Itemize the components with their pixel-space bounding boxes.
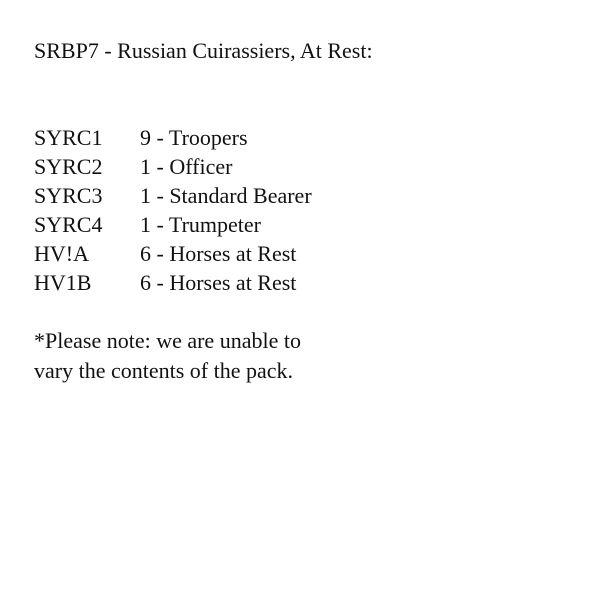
item-description: 1 - Trumpeter — [140, 212, 261, 237]
list-item — [34, 181, 454, 210]
list-item — [34, 268, 454, 297]
item-code: SYRC3 — [34, 183, 103, 208]
list-item — [34, 239, 454, 268]
pack-contents-list — [34, 123, 454, 297]
list-item — [34, 123, 454, 152]
item-code: HV!A — [34, 241, 89, 266]
item-description: 1 - Standard Bearer — [140, 183, 312, 208]
note-line: vary the contents of the pack. — [34, 358, 294, 383]
note-line: *Please note: we are unable to — [34, 328, 301, 353]
item-code: HV1B — [34, 270, 92, 295]
item-code: SYRC1 — [34, 125, 103, 150]
pack-title: SRBP7 - Russian Cuirassiers, At Rest: — [34, 38, 373, 63]
item-code: SYRC2 — [34, 154, 103, 179]
item-description: 6 - Horses at Rest — [140, 241, 297, 266]
list-item — [34, 210, 454, 239]
item-description: 9 - Troopers — [140, 125, 248, 150]
pack-note — [34, 326, 394, 386]
item-code: SYRC4 — [34, 212, 103, 237]
item-description: 1 - Officer — [140, 154, 233, 179]
list-item — [34, 152, 454, 181]
item-description: 6 - Horses at Rest — [140, 270, 297, 295]
